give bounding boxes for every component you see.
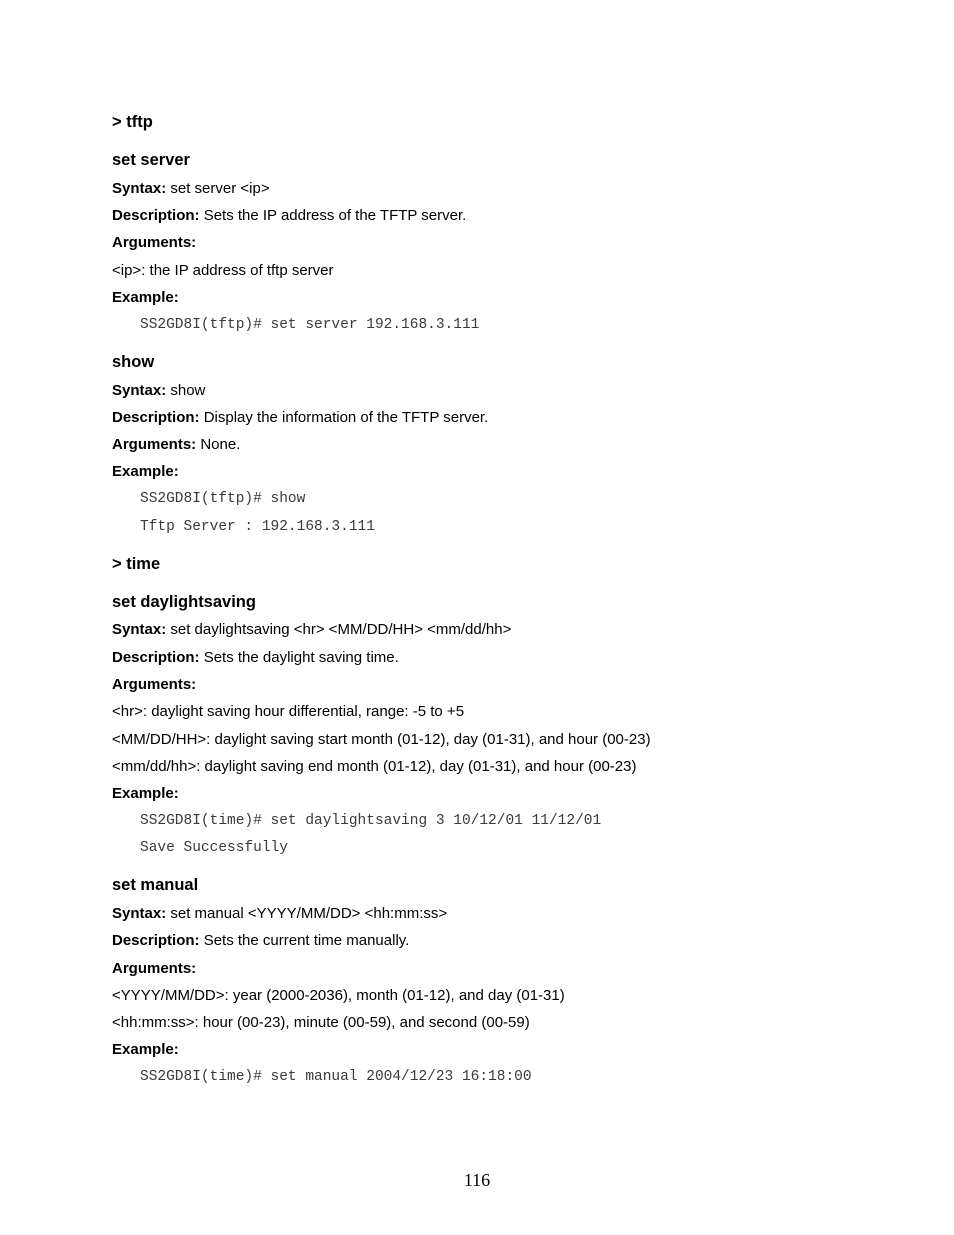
command-title-set-daylightsaving: set daylightsaving [112,593,256,611]
description-line [112,649,399,667]
syntax-text: set server <ip> [170,180,270,197]
syntax-line [112,382,205,400]
argument-line: <mm/dd/hh>: daylight saving end month (01-12), day (01-31), and hour (00-23) [112,758,637,775]
code-line: Save Successfully [140,840,288,856]
code-line: SS2GD8I(tftp)# set server 192.168.3.111 [140,317,480,333]
description-line [112,932,409,950]
description-line [112,207,466,225]
argument-line: <hr>: daylight saving hour differential, range: -5 to +5 [112,703,465,720]
argument-line: <MM/DD/HH>: daylight saving start month (01-12), day (01-31), and hour (00-23) [112,731,651,748]
syntax-label: Syntax: [112,180,167,197]
example-label: Example: [112,463,179,480]
arguments-label: Arguments: [112,960,197,977]
command-title-set-server: set server [112,151,190,169]
description-line [112,409,488,427]
description-label: Description: [112,207,200,224]
syntax-line [112,905,447,923]
description-text: Sets the IP address of the TFTP server. [203,207,467,224]
syntax-text: show [170,382,206,399]
arguments-label: Arguments: [112,234,197,251]
description-label: Description: [112,409,200,426]
description-text: Sets the daylight saving time. [203,649,399,666]
example-label: Example: [112,785,179,802]
example-label: Example: [112,1041,179,1058]
syntax-label: Syntax: [112,905,167,922]
argument-line: <hh:mm:ss>: hour (00-23), minute (00-59), and second (00-59) [112,1014,530,1031]
code-line: SS2GD8I(tftp)# show [140,491,306,507]
arguments-label: Arguments: [112,676,197,693]
argument-line: <ip>: the IP address of tftp server [112,262,334,279]
arguments-text: None. [200,436,241,453]
arguments-label: Arguments: [112,436,197,453]
command-title-set-manual: set manual [112,876,199,894]
description-text: Display the information of the TFTP server. [203,409,489,426]
argument-line: <YYYY/MM/DD>: year (2000-2036), month (01-12), and day (01-31) [112,987,565,1004]
syntax-text: set daylightsaving <hr> <MM/DD/HH> <mm/dd/hh> [170,621,512,638]
command-title-show: show [112,353,155,371]
section-heading-tftp: > tftp [112,113,153,131]
description-label: Description: [112,649,200,666]
arguments-line [112,436,240,454]
example-label: Example: [112,289,179,306]
code-line: Tftp Server : 192.168.3.111 [140,519,375,535]
syntax-text: set manual <YYYY/MM/DD> <hh:mm:ss> [170,905,448,922]
description-text: Sets the current time manually. [203,932,410,949]
section-heading-time: > time [112,555,161,573]
code-line: SS2GD8I(time)# set manual 2004/12/23 16:18:00 [140,1069,532,1085]
syntax-label: Syntax: [112,621,167,638]
syntax-line [112,180,270,198]
page-number: 116 [463,1170,491,1190]
code-line: SS2GD8I(time)# set daylightsaving 3 10/12/01 11/12/01 [140,813,602,829]
syntax-line [112,621,511,639]
description-label: Description: [112,932,200,949]
syntax-label: Syntax: [112,382,167,399]
